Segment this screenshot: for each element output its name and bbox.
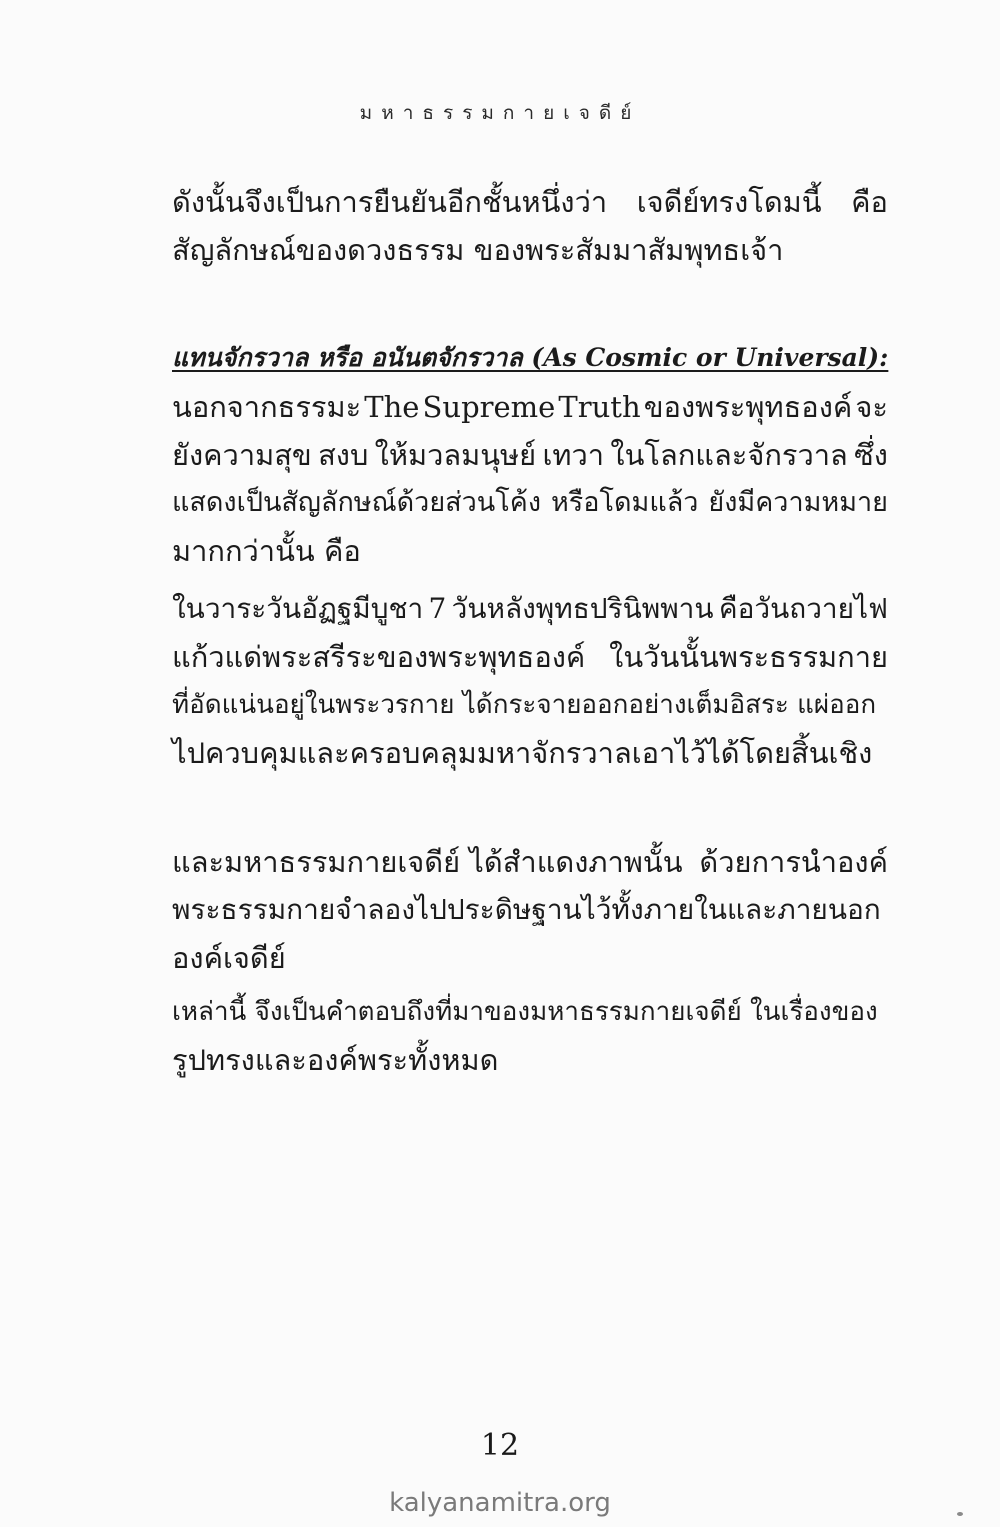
paragraph-1 (172, 178, 888, 274)
paragraph-5-line-2: รูปทรงและองค์พระทั้งหมด (172, 1043, 499, 1077)
section-heading: แทนจักรวาล หรือ อนันตจักรวาล (As Cosmic or Universal): (172, 343, 889, 372)
text-segment: ในโลกและจักรวาล (610, 438, 848, 472)
paragraph-3 (172, 585, 888, 777)
text-segment: Truth (558, 390, 641, 424)
paragraph-2-line-3 (172, 479, 888, 527)
paragraph-2-line-4: มากกว่านั้น คือ (172, 534, 361, 568)
text-segment: ในวาระวันอัฏฐมีบูชา (172, 592, 424, 625)
text-segment: Supreme (422, 390, 556, 424)
text-segment: ในวันนั้นพระธรรมกาย (609, 640, 888, 674)
text-segment: วันหลังพุทธปรินิพพาน (451, 592, 714, 625)
text-segment: The (364, 390, 420, 424)
text-segment: คือวันถวายไฟ (718, 592, 888, 625)
text-segment: ยังมีความหมาย (708, 487, 888, 518)
section-heading-block (172, 334, 888, 382)
text-segment: ด้วยการนำองค์ (699, 845, 888, 879)
running-header: มหาธรรมกายเจดีย์ (359, 102, 641, 124)
paragraph-4-line-3: องค์เจดีย์ (172, 941, 286, 975)
watermark-url: kalyanamitra.org (389, 1488, 611, 1518)
text-segment: เจดีย์ทรงโดมนี้ (636, 185, 822, 219)
text-segment: ซึ่ง (854, 438, 888, 472)
paragraph-2-line-2 (172, 431, 888, 479)
paragraph-4-line-1 (172, 838, 888, 886)
scan-speck (957, 1512, 963, 1516)
text-segment: แสดงเป็นสัญลักษณ์ด้วยส่วนโค้ง (172, 487, 542, 518)
text-segment: แก้วแด่พระสรีระของพระพุทธองค์ (172, 640, 586, 674)
paragraph-5-line-1: เหล่านี้ จึงเป็นคำตอบถึงที่มาของมหาธรรมกายเจดีย์ ในเรื่องของ (172, 997, 878, 1027)
paragraph-3-line-1 (172, 585, 888, 633)
text-segment: สงบ (318, 438, 369, 472)
paragraph-1-line-2: สัญลักษณ์ของดวงธรรม ของพระสัมมาสัมพุทธเจ้า (172, 233, 784, 267)
paragraph-1-line-1 (172, 178, 888, 226)
text-segment: เทวา (542, 438, 605, 472)
page-number: 12 (480, 1428, 520, 1463)
text-segment: 7 (428, 592, 447, 625)
paragraph-2-line-1 (172, 383, 888, 431)
paragraph-4 (172, 838, 888, 982)
paragraph-5 (172, 988, 888, 1084)
paragraph-3-line-3: ที่อัดแน่นอยู่ในพระวรกาย ได้กระจายออกอย่างเต็มอิสระ แผ่ออก (172, 690, 877, 720)
text-segment: นอกจากธรรมะ (172, 390, 362, 424)
paragraph-3-line-2 (172, 633, 888, 681)
paragraph-3-line-4: ไปควบคุมและครอบคลุมมหาจักรวาลเอาไว้ได้โดยสิ้นเชิง (172, 736, 873, 770)
text-segment: ของพระพุทธองค์ (643, 390, 853, 424)
paragraph-4-line-2: พระธรรมกายจำลองไปประดิษฐานไว้ทั้งภายในและภายนอก (172, 893, 881, 926)
text-segment: และมหาธรรมกายเจดีย์ ได้สำแดงภาพนั้น (172, 845, 683, 879)
text-segment: ยังความสุข (172, 438, 312, 472)
paragraph-2 (172, 383, 888, 575)
text-segment: ให้มวลมนุษย์ (374, 438, 537, 472)
text-segment: คือ (851, 185, 888, 219)
text-segment: จะ (855, 390, 888, 424)
text-segment: หรือโดมแล้ว (550, 487, 699, 518)
text-segment: ดังนั้นจึงเป็นการยืนยันอีกชั้นหนึ่งว่า (172, 185, 608, 219)
